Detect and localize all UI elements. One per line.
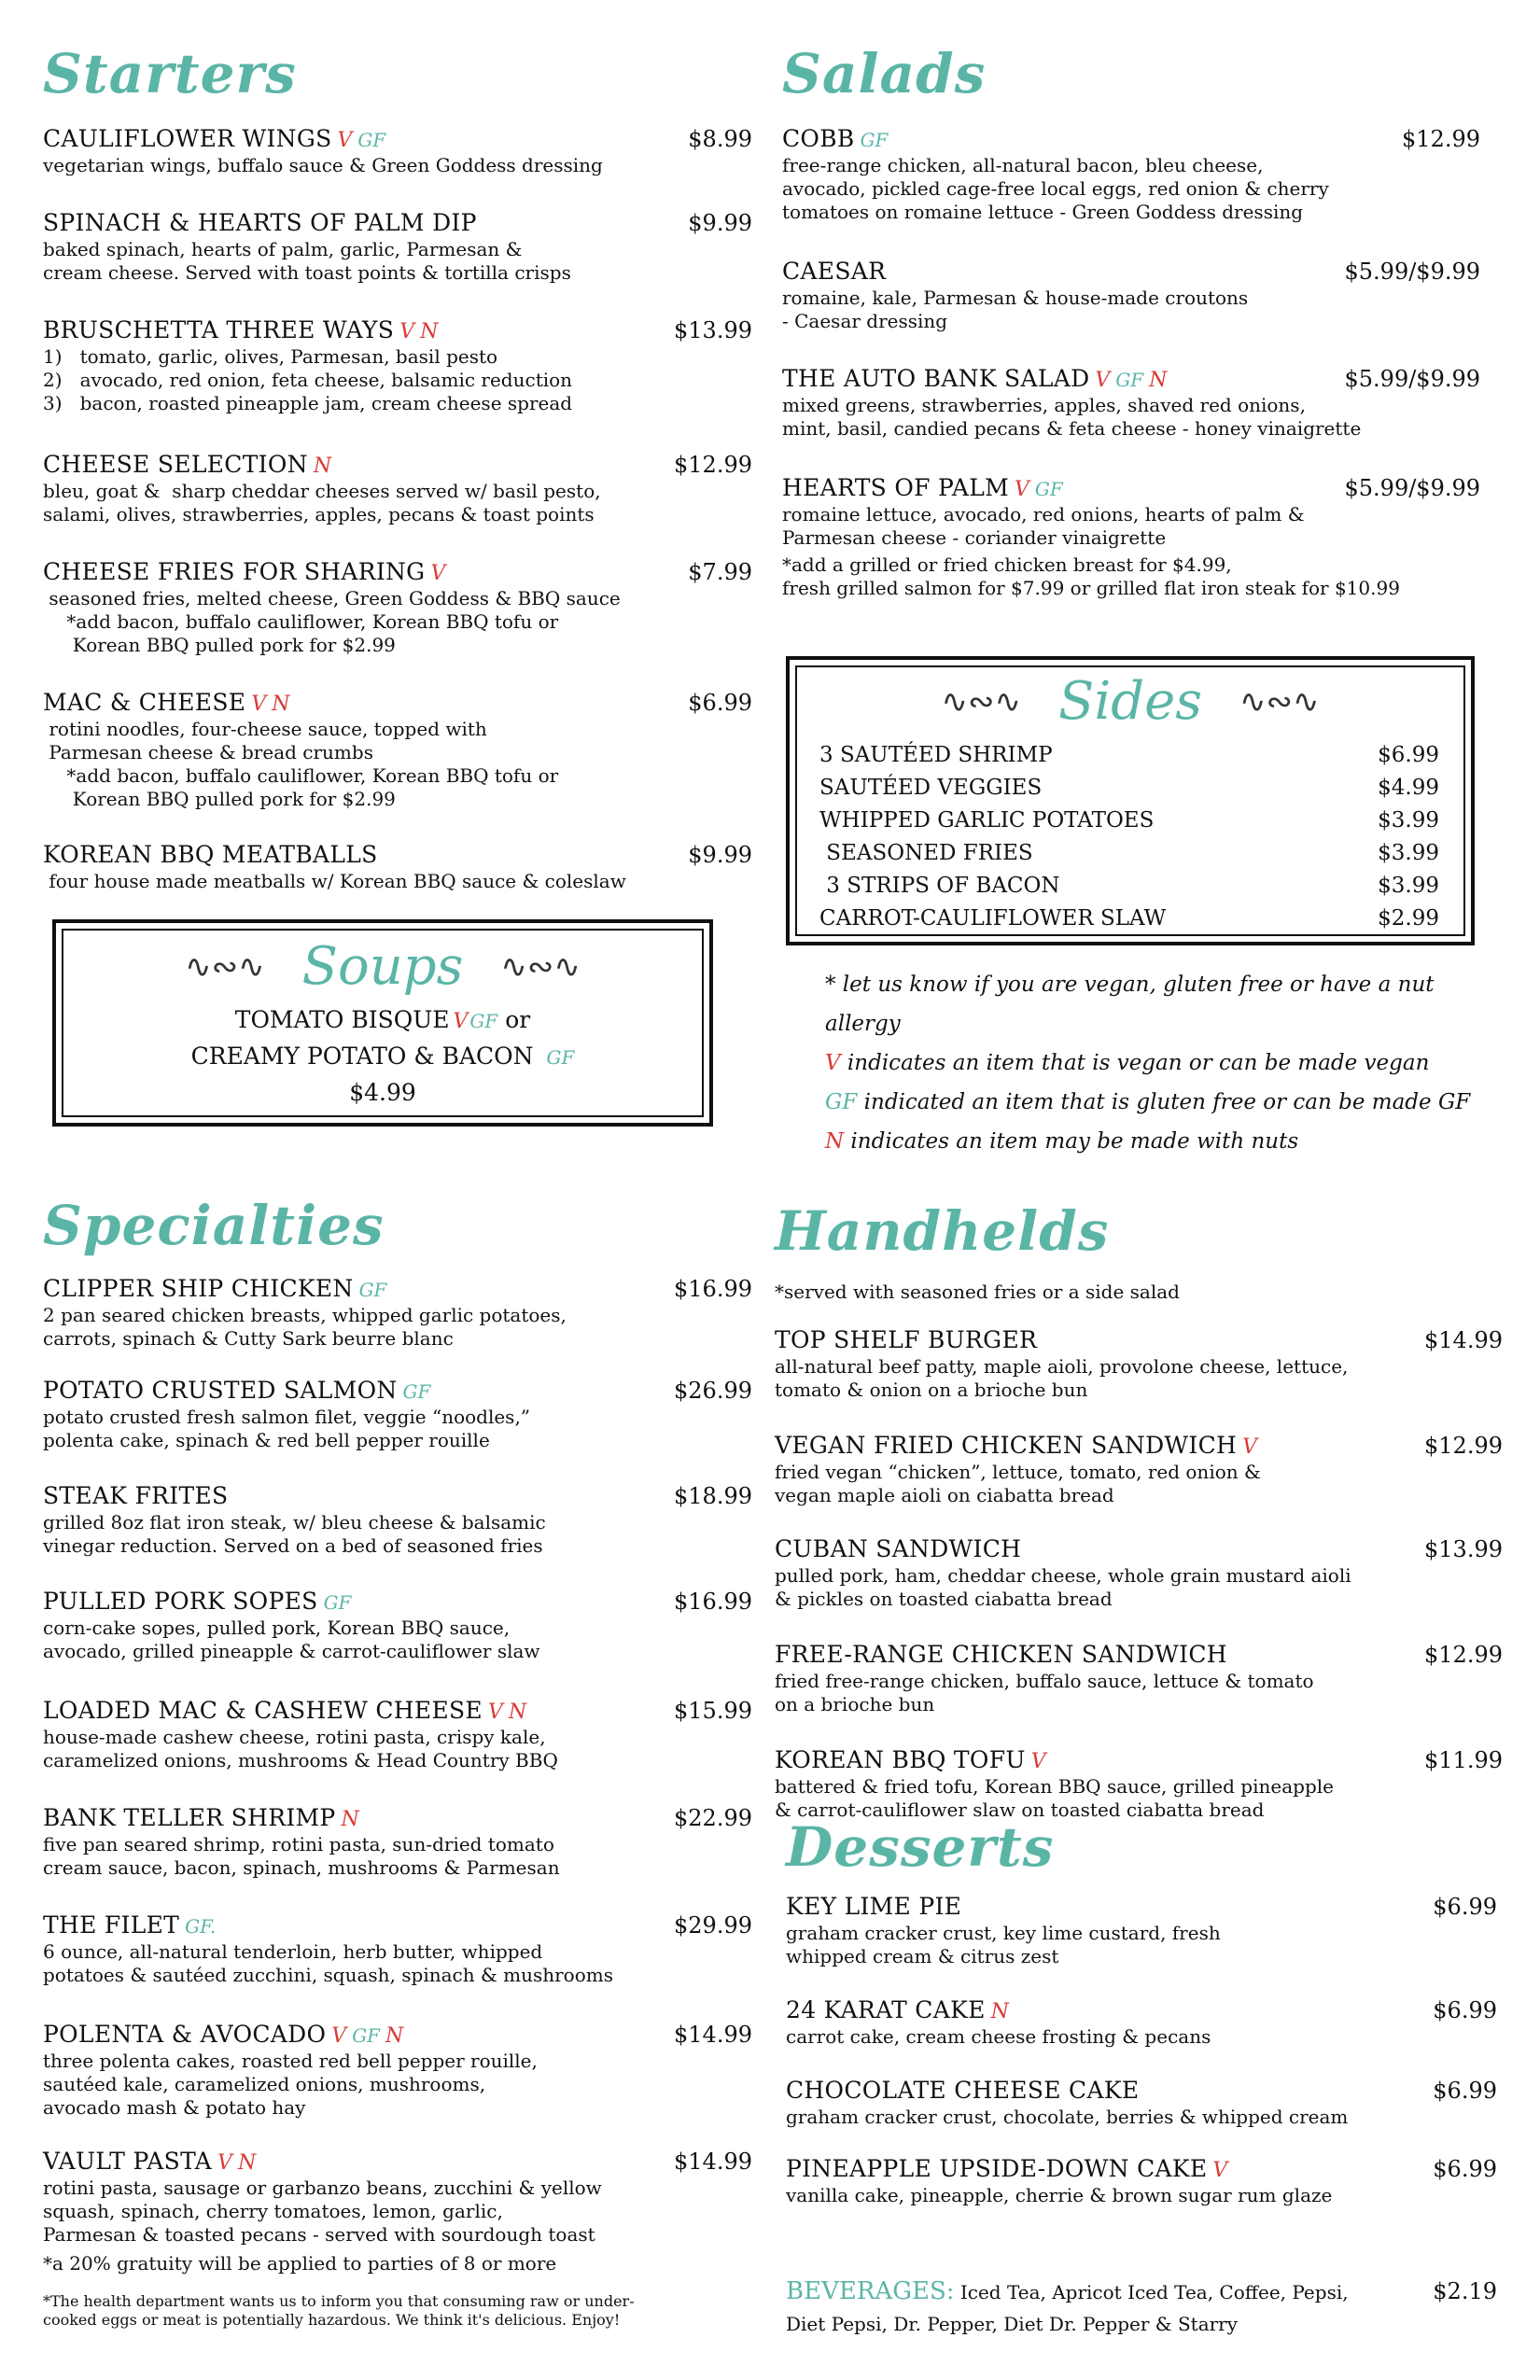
- side-item-name: WHIPPED GARLIC POTATOES: [819, 808, 1155, 833]
- gf-symbol: GF: [825, 1090, 858, 1114]
- item-description: Parmesan cheese & bread crumbs: [43, 741, 373, 763]
- item-description: & carrot-cauliflower slaw on toasted ciabatta bread: [775, 1799, 1265, 1821]
- item-description: carrot cake, cream cheese frosting & pecans: [786, 2025, 1211, 2048]
- gluten-free-tag: GF: [357, 129, 386, 151]
- item-description: romaine, kale, Parmesan & house-made croutons: [782, 287, 1249, 309]
- side-item-price: $3.99: [1378, 808, 1439, 833]
- desserts-section: [786, 1815, 1497, 2207]
- salads-note-line: fresh grilled salmon for $7.99 or grilled flat iron steak for $10.99: [782, 577, 1400, 599]
- menu-item: [775, 1641, 1503, 1716]
- item-name: CAESAR: [782, 258, 887, 285]
- item-price: $13.99: [674, 317, 752, 343]
- item-description: mint, basil, candied pecans & feta cheese - honey vinaigrette: [782, 417, 1362, 440]
- item-price: $6.99: [1433, 1894, 1497, 1920]
- item-name: CAULIFLOWER WINGS: [43, 125, 332, 152]
- item-name: VEGAN FRIED CHICKEN SANDWICH: [775, 1432, 1238, 1459]
- menu-item: [43, 2021, 752, 2120]
- item-description: vinegar reduction. Served on a bed of seasoned fries: [43, 1534, 543, 1557]
- side-item: [819, 772, 1439, 805]
- vegan-tag: V: [430, 562, 446, 585]
- item-name-row: [775, 1326, 1037, 1353]
- gluten-free-tag: GF: [352, 2024, 381, 2047]
- item-description: graham cracker crust, key lime custard, fresh: [786, 1922, 1221, 1944]
- soup-or: or: [497, 1006, 531, 1033]
- item-name: LOADED MAC & CASHEW CHEESE: [43, 1697, 483, 1724]
- item-name: CHEESE FRIES FOR SHARING: [43, 558, 426, 585]
- nuts-tag: N: [341, 1808, 359, 1831]
- item-name: PINEAPPLE UPSIDE-DOWN CAKE: [786, 2155, 1208, 2182]
- item-price: $6.99: [1433, 2078, 1497, 2104]
- starters-list: [43, 125, 752, 893]
- item-description: squash, spinach, cherry tomatoes, lemon, garlic,: [43, 2200, 503, 2222]
- item-name-row: [775, 1432, 1257, 1459]
- side-item-price: $4.99: [1378, 776, 1439, 800]
- item-description: - Caesar dressing: [782, 310, 948, 332]
- item-price: $6.99: [1433, 1997, 1497, 2023]
- item-description: avocado, grilled pineapple & carrot-cauliflower slaw: [43, 1640, 540, 1662]
- item-name: COBB: [782, 125, 855, 152]
- item-name-row: [782, 125, 888, 152]
- item-price: $9.99: [688, 210, 752, 236]
- menu-item: [43, 689, 752, 811]
- sides-title: Sides: [1058, 671, 1202, 732]
- item-name-row: [43, 1482, 228, 1509]
- item-description: vegetarian wings, buffalo sauce & Green Goddess dressing: [43, 154, 603, 176]
- item-description: graham cracker crust, chocolate, berries & whipped cream: [786, 2106, 1349, 2128]
- soup-2-gf-tag: GF: [546, 1046, 575, 1069]
- menu-item: [43, 1377, 752, 1452]
- legend-vegan-text: indicates an item that is vegan or can be made vegan: [840, 1051, 1430, 1075]
- item-description: free-range chicken, all-natural bacon, bleu cheese,: [782, 154, 1264, 176]
- beverages-label: BEVERAGES:: [786, 2277, 955, 2305]
- item-description: bleu, goat & sharp cheddar cheeses served w/ basil pesto,: [43, 480, 601, 502]
- handhelds-note: *served with seasoned fries or a side salad: [775, 1281, 1180, 1303]
- item-name-row: [43, 1377, 430, 1404]
- vegan-tag: V: [331, 2024, 347, 2048]
- item-name-row: [782, 474, 1063, 501]
- menu-item: [43, 209, 752, 285]
- health-note-line: cooked eggs or meat is potentially hazardous. We think it's delicious. Enjoy!: [43, 2311, 621, 2329]
- nuts-tag: N: [237, 2151, 257, 2175]
- beverages-price: $2.19: [1433, 2278, 1497, 2304]
- item-price: $14.99: [674, 2149, 752, 2175]
- item-name: PULLED PORK SOPES: [43, 1588, 318, 1615]
- item-price: $12.99: [1424, 1433, 1503, 1459]
- item-description: all-natural beef patty, maple aioli, provolone cheese, lettuce,: [775, 1355, 1349, 1378]
- menu-item: [782, 474, 1480, 550]
- soup-2-name: CREAMY POTATO & BACON: [190, 1043, 534, 1070]
- salads-section: [782, 42, 1480, 600]
- item-description: avocado, pickled cage-free local eggs, red onion & cherry: [782, 177, 1329, 200]
- sides-box: [786, 656, 1475, 945]
- item-description: *add bacon, buffalo cauliflower, Korean BBQ tofu or: [43, 610, 559, 633]
- nuts-tag: N: [313, 455, 332, 478]
- item-name-row: [43, 451, 331, 478]
- side-item-name: SAUTÉED VEGGIES: [819, 776, 1043, 800]
- salads-list: [782, 125, 1480, 550]
- item-name: SPINACH & HEARTS OF PALM DIP: [43, 209, 477, 236]
- item-name-row: [43, 125, 385, 152]
- item-name-row: [43, 1911, 216, 1939]
- item-description: Korean BBQ pulled pork for $2.99: [43, 634, 396, 656]
- beverages-line-2: Diet Pepsi, Dr. Pepper, Diet Dr. Pepper & Starry: [786, 2313, 1239, 2335]
- legend-gf-text: indicated an item that is gluten free or can be made GF: [857, 1090, 1471, 1114]
- menu-item: [775, 1326, 1503, 1402]
- menu-item: [43, 1588, 752, 1663]
- item-description: caramelized onions, mushrooms & Head Country BBQ: [43, 1749, 558, 1771]
- item-description: on a brioche bun: [775, 1693, 935, 1715]
- side-item-name: 3 STRIPS OF BACON: [819, 874, 1060, 898]
- menu-item: [786, 2077, 1497, 2129]
- item-price: $9.99: [688, 842, 752, 868]
- menu-item: [43, 125, 752, 177]
- item-name: VAULT PASTA: [43, 2148, 213, 2175]
- salads-title: Salads: [782, 42, 987, 105]
- item-price: $16.99: [674, 1276, 752, 1302]
- item-price: $12.99: [1424, 1642, 1503, 1668]
- side-item-name: 3 SAUTÉED SHRIMP: [819, 743, 1053, 767]
- side-item-name: SEASONED FRIES: [819, 841, 1033, 865]
- menu-item: [43, 1697, 752, 1772]
- item-description: vanilla cake, pineapple, cherrie & brown sugar rum glaze: [786, 2184, 1333, 2206]
- item-price: $13.99: [1424, 1536, 1503, 1562]
- item-name-row: [786, 1893, 961, 1920]
- item-price: $14.99: [674, 2022, 752, 2048]
- side-item-price: $6.99: [1378, 743, 1439, 767]
- vegan-tag: V: [487, 1701, 503, 1724]
- flourish-left-icon: ∿∾∿: [185, 947, 265, 986]
- side-item-price: $3.99: [1378, 841, 1439, 865]
- soups-box: [52, 919, 713, 1127]
- legend: [825, 965, 1497, 1161]
- item-name-row: [786, 1996, 1009, 2023]
- item-description: carrots, spinach & Cutty Sark beurre blanc: [43, 1327, 454, 1350]
- item-description: salami, olives, strawberries, apples, pecans & toast points: [43, 503, 595, 525]
- item-price: $8.99: [688, 126, 752, 152]
- item-description: rotini pasta, sausage or garbanzo beans, zucchini & yellow: [43, 2177, 602, 2199]
- starters-section: [43, 42, 752, 893]
- menu-item: [43, 558, 752, 657]
- vegan-tag: V: [1030, 1750, 1046, 1773]
- item-name: KOREAN BBQ TOFU: [775, 1746, 1026, 1773]
- item-description: & pickles on toasted ciabatta bread: [775, 1588, 1113, 1610]
- item-name-row: [775, 1641, 1227, 1668]
- handhelds-section: [775, 1199, 1503, 1822]
- item-description: three polenta cakes, roasted red bell pepper rouille,: [43, 2050, 538, 2072]
- item-price: $29.99: [674, 1912, 752, 1939]
- salads-addon-note: [782, 553, 1480, 600]
- menu-item: [43, 316, 752, 415]
- menu-item: [43, 451, 752, 526]
- gratuity-note: *a 20% gratuity will be applied to parties of 8 or more: [43, 2252, 557, 2275]
- nuts-tag: N: [272, 693, 290, 716]
- item-description: five pan seared shrimp, rotini pasta, sun-dried tomato: [43, 1833, 554, 1855]
- legend-gf: [825, 1083, 1497, 1122]
- side-item-price: $3.99: [1378, 874, 1439, 898]
- item-price: $18.99: [674, 1483, 752, 1509]
- legend-allergy-note: * let us know if you are vegan, gluten free or have a nut allergy: [825, 973, 1435, 1036]
- item-description: battered & fried tofu, Korean BBQ sauce, grilled pineapple: [775, 1775, 1334, 1798]
- item-price: $12.99: [1402, 126, 1480, 152]
- item-name: BANK TELLER SHRIMP: [43, 1804, 336, 1831]
- item-name-row: [43, 1697, 526, 1724]
- salads-note-line: *add a grilled or fried chicken breast for $4.99,: [782, 553, 1232, 576]
- item-description: cream sauce, bacon, spinach, mushrooms & Parmesan: [43, 1856, 560, 1879]
- soups-title: Soups: [301, 936, 464, 997]
- item-name-row: [43, 1804, 359, 1831]
- item-name-row: [43, 689, 289, 716]
- nuts-tag: N: [385, 2024, 404, 2048]
- item-description: cream cheese. Served with toast points & tortilla crisps: [43, 261, 571, 284]
- item-name-row: [782, 365, 1167, 392]
- soup-1-name: TOMATO BISQUE: [234, 1006, 450, 1033]
- flourish-right-icon: ∿∾∿: [1239, 682, 1320, 721]
- menu-item: [782, 125, 1480, 224]
- menu-item: [775, 1535, 1503, 1611]
- soup-1-gf-tag: GF: [469, 1010, 498, 1032]
- item-name: CHOCOLATE CHEESE CAKE: [786, 2077, 1140, 2104]
- item-price: $22.99: [674, 1805, 752, 1831]
- gluten-free-tag: GF: [323, 1591, 352, 1614]
- flourish-left-icon: ∿∾∿: [941, 682, 1021, 721]
- item-description: *add bacon, buffalo cauliflower, Korean BBQ tofu or: [43, 764, 559, 787]
- item-name-row: [775, 1535, 1021, 1562]
- item-description: vegan maple aioli on ciabatta bread: [775, 1484, 1114, 1506]
- item-description: house-made cashew cheese, rotini pasta, crispy kale,: [43, 1726, 546, 1748]
- item-description: 2) avocado, red onion, feta cheese, balsamic reduction: [43, 369, 573, 391]
- vegan-symbol: V: [825, 1051, 841, 1075]
- gluten-free-tag: GF: [1115, 369, 1144, 391]
- item-description: tomatoes on romaine lettuce - Green Goddess dressing: [782, 201, 1304, 223]
- item-description: mixed greens, strawberries, apples, shaved red onions,: [782, 394, 1306, 416]
- gluten-free-tag: GF: [358, 1279, 387, 1301]
- item-name: TOP SHELF BURGER: [775, 1326, 1038, 1353]
- nuts-tag: N: [508, 1701, 527, 1724]
- item-description: romaine lettuce, avocado, red onions, hearts of palm &: [782, 503, 1305, 525]
- item-price: $5.99/$9.99: [1344, 475, 1480, 501]
- item-description: pulled pork, ham, cheddar cheese, whole grain mustard aioli: [775, 1564, 1351, 1587]
- item-name-row: [43, 558, 445, 585]
- handhelds-title: Handhelds: [775, 1199, 1110, 1263]
- menu-item: [786, 2155, 1497, 2207]
- item-name: FREE-RANGE CHICKEN SANDWICH: [775, 1641, 1227, 1668]
- desserts-title: Desserts: [786, 1815, 1055, 1879]
- item-name: POLENTA & AVOCADO: [43, 2021, 327, 2048]
- health-note: [43, 2292, 752, 2330]
- item-price: $5.99/$9.99: [1344, 259, 1480, 285]
- vegan-tag: V: [1212, 2159, 1228, 2182]
- menu-item: [786, 1996, 1497, 2049]
- item-description: potatoes & sautéed zucchini, squash, spinach & mushrooms: [43, 1964, 613, 1986]
- vegan-tag: V: [1015, 478, 1029, 501]
- item-description: baked spinach, hearts of palm, garlic, Parmesan &: [43, 238, 523, 260]
- side-item: [819, 903, 1439, 935]
- legend-nuts: [825, 1122, 1497, 1161]
- gluten-free-tag: GF: [1034, 478, 1063, 500]
- item-price: $15.99: [674, 1698, 752, 1724]
- menu-item: [782, 258, 1480, 333]
- item-description: 6 ounce, all-natural tenderloin, herb butter, whipped: [43, 1940, 543, 1963]
- item-name-row: [786, 2155, 1227, 2182]
- vegan-tag: V: [217, 2151, 232, 2175]
- item-name: KOREAN BBQ MEATBALLS: [43, 841, 378, 868]
- menu-item: [43, 2148, 752, 2247]
- handhelds-list: [775, 1326, 1503, 1822]
- nuts-symbol: N: [825, 1129, 845, 1154]
- item-name-row: [775, 1746, 1046, 1773]
- health-note-line: *The health department wants us to inform you that consuming raw or under-: [43, 2292, 635, 2310]
- menu-item: [43, 1482, 752, 1558]
- item-description: sautéed kale, caramelized onions, mushrooms,: [43, 2073, 486, 2095]
- item-name-row: [786, 2077, 1139, 2104]
- item-name-row: [43, 209, 477, 236]
- item-description: potato crusted fresh salmon filet, veggie “noodles,”: [43, 1406, 531, 1428]
- item-name-row: [782, 258, 886, 285]
- beverages-line-1: Iced Tea, Apricot Iced Tea, Coffee, Pepsi,: [954, 2281, 1349, 2303]
- item-name: BRUSCHETTA THREE WAYS: [43, 316, 395, 343]
- item-name: CUBAN SANDWICH: [775, 1535, 1022, 1562]
- item-description: 3) bacon, roasted pineapple jam, cream cheese spread: [43, 392, 573, 414]
- gluten-free-tag: GF: [402, 1380, 431, 1403]
- menu-item: [43, 1804, 752, 1880]
- item-name: STEAK FRITES: [43, 1482, 229, 1509]
- item-name-row: [43, 841, 378, 868]
- menu-item: [43, 841, 752, 893]
- item-name: MAC & CHEESE: [43, 689, 246, 716]
- flourish-right-icon: ∿∾∿: [500, 947, 581, 986]
- item-name-row: [43, 316, 438, 343]
- item-description: 1) tomato, garlic, olives, Parmesan, basil pesto: [43, 345, 498, 368]
- nuts-tag: N: [990, 2000, 1009, 2023]
- item-name: THE AUTO BANK SALAD: [782, 365, 1090, 392]
- specialties-title: Specialties: [43, 1194, 385, 1257]
- item-name-row: [43, 2021, 403, 2048]
- item-description: grilled 8oz flat iron steak, w/ bleu cheese & balsamic: [43, 1511, 546, 1533]
- item-price: $6.99: [1433, 2156, 1497, 2182]
- item-name: CLIPPER SHIP CHICKEN: [43, 1275, 354, 1302]
- soup-1-vegan-tag: V: [453, 1010, 469, 1033]
- legend-nuts-text: indicates an item may be made with nuts: [844, 1129, 1299, 1154]
- menu-item: [43, 1275, 752, 1351]
- item-description: polenta cake, spinach & red bell pepper rouille: [43, 1429, 490, 1451]
- vegan-tag: V: [399, 320, 415, 343]
- side-item: [819, 837, 1439, 870]
- menu-item: [775, 1746, 1503, 1822]
- item-price: $5.99/$9.99: [1344, 366, 1480, 392]
- sides-list: [819, 739, 1439, 935]
- item-name-row: [43, 1275, 386, 1302]
- item-price: $16.99: [674, 1589, 752, 1615]
- item-price: $14.99: [1424, 1327, 1503, 1353]
- menu-item: [43, 1911, 752, 1987]
- item-description: whipped cream & citrus zest: [786, 1945, 1059, 1967]
- vegan-tag: V: [251, 693, 267, 716]
- side-item: [819, 870, 1439, 903]
- item-description: corn-cake sopes, pulled pork, Korean BBQ sauce,: [43, 1617, 511, 1639]
- starters-title: Starters: [43, 42, 297, 105]
- nuts-tag: N: [420, 320, 439, 343]
- item-description: seasoned fries, melted cheese, Green Goddess & BBQ sauce: [43, 587, 621, 609]
- item-price: $11.99: [1424, 1747, 1503, 1773]
- item-name: POTATO CRUSTED SALMON: [43, 1377, 398, 1404]
- item-description: Korean BBQ pulled pork for $2.99: [43, 788, 396, 810]
- legend-vegan: [825, 1043, 1497, 1083]
- item-price: $26.99: [674, 1378, 752, 1404]
- item-name: THE FILET: [43, 1911, 180, 1939]
- item-name: 24 KARAT CAKE: [786, 1996, 986, 2023]
- item-name: HEARTS OF PALM: [782, 474, 1010, 501]
- beverages: [786, 2277, 1497, 2335]
- item-description: Parmesan cheese - coriander vinaigrette: [782, 526, 1167, 549]
- menu-item: [782, 365, 1480, 441]
- nuts-tag: N: [1149, 369, 1168, 392]
- item-name-row: [43, 1588, 351, 1615]
- item-name-row: [43, 2148, 256, 2175]
- side-item: [819, 739, 1439, 772]
- item-price: $7.99: [688, 559, 752, 585]
- item-name: KEY LIME PIE: [786, 1893, 962, 1920]
- item-description: four house made meatballs w/ Korean BBQ sauce & coleslaw: [43, 870, 626, 892]
- gluten-free-tag: GF.: [185, 1915, 217, 1938]
- vegan-tag: V: [337, 129, 353, 152]
- item-description: 2 pan seared chicken breasts, whipped garlic potatoes,: [43, 1304, 567, 1326]
- side-item-price: $2.99: [1378, 906, 1439, 931]
- item-description: Parmesan & toasted pecans - served with sourdough toast: [43, 2223, 595, 2246]
- menu-item: [775, 1432, 1503, 1507]
- item-description: rotini noodles, four-cheese sauce, topped with: [43, 718, 487, 740]
- soup-price: $4.99: [349, 1079, 416, 1106]
- specialties-list: [43, 1275, 752, 2247]
- item-description: tomato & onion on a brioche bun: [775, 1379, 1088, 1401]
- item-price: $12.99: [674, 452, 752, 478]
- menu-item: [786, 1893, 1497, 1968]
- item-price: $6.99: [688, 690, 752, 716]
- item-description: avocado mash & potato hay: [43, 2096, 306, 2119]
- side-item-name: CARROT-CAULIFLOWER SLAW: [819, 906, 1167, 931]
- vegan-tag: V: [1095, 369, 1111, 392]
- item-description: fried vegan “chicken”, lettuce, tomato, red onion &: [775, 1461, 1261, 1483]
- item-description: fried free-range chicken, buffalo sauce, lettuce & tomato: [775, 1670, 1314, 1692]
- vegan-tag: V: [1242, 1435, 1258, 1459]
- item-name: CHEESE SELECTION: [43, 451, 308, 478]
- side-item: [819, 805, 1439, 837]
- desserts-list: [786, 1893, 1497, 2207]
- gluten-free-tag: GF: [860, 129, 889, 151]
- specialties-section: [43, 1194, 752, 2330]
